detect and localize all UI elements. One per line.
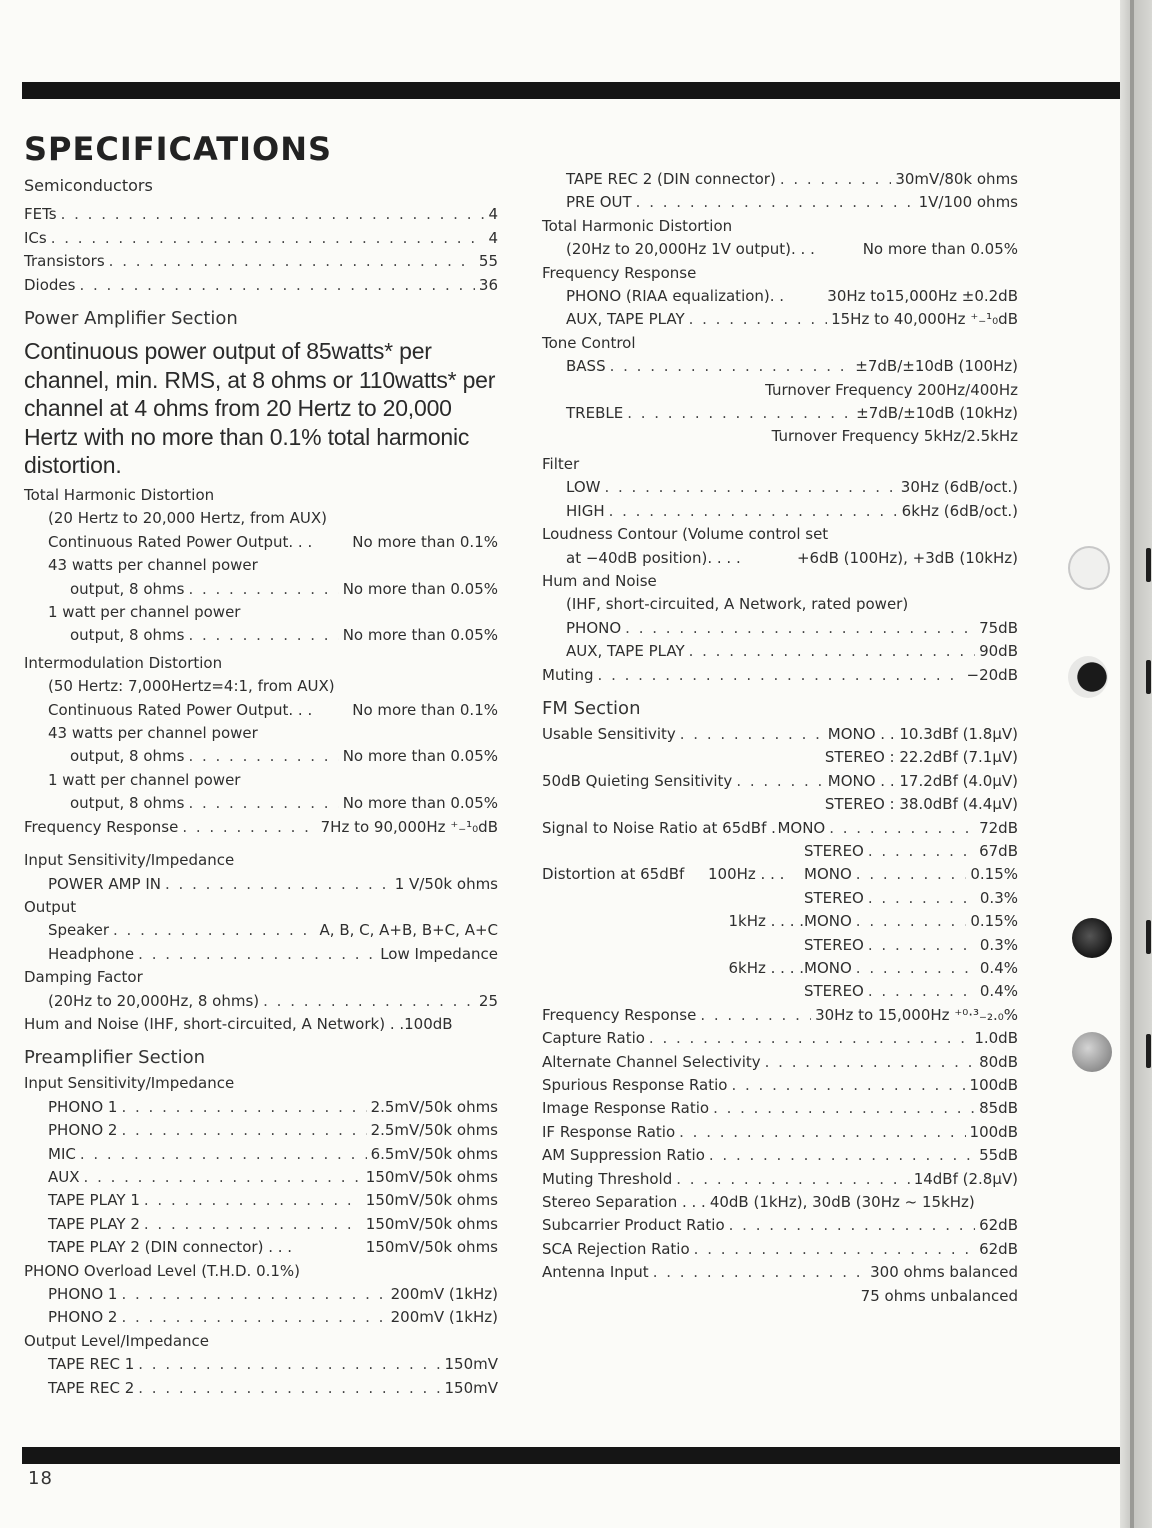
spec-row: PHONO 1 . . . 200mV (1kHz) — [24, 1283, 498, 1306]
spec-row: TAPE PLAY 1 . . . 150mV/50k ohms — [24, 1189, 498, 1212]
fm-heading: FM Section — [542, 697, 641, 719]
spec-row: Alternate Channel Selectivity . . . 80dB — [542, 1051, 1018, 1074]
spec-row: Continuous Rated Power Output. . . No more than 0.1% — [48, 532, 498, 551]
spec-row: Continuous Rated Power Output. . . No more than 0.1% — [48, 700, 498, 719]
spec-row: PHONO (RIAA equalization). . 30Hz to15,000Hz ±0.2dB — [566, 287, 1018, 306]
thd-43w-line: 43 watts per channel power — [48, 556, 258, 575]
imd-label: Intermodulation Distortion — [24, 653, 223, 672]
spec-row: ICs . . . 4 — [24, 227, 498, 250]
spec-row: output, 8 ohms . . . No more than 0.05% — [24, 792, 498, 815]
spec-row: output, 8 ohms . . . No more than 0.05% — [24, 745, 498, 768]
bass-turnover: Turnover Frequency 200Hz/400Hz — [765, 380, 1018, 399]
spec-row: TAPE REC 2 (DIN connector) . . . 30mV/80k ohms — [542, 168, 1018, 191]
tone-control-label: Tone Control — [542, 333, 636, 352]
spec-row: (20Hz to 20,000Hz, 8 ohms) . . . 25 — [24, 990, 498, 1013]
spec-row: 6kHz . . . . MONO . . . 0.4% — [542, 957, 1018, 980]
spec-row: Headphone . . . Low Impedance — [24, 943, 498, 966]
spec-row: PRE OUT . . . 1V/100 ohms — [542, 191, 1018, 214]
right-column — [542, 168, 1018, 1308]
spec-row: Muting . . . −20dB — [542, 664, 1018, 687]
binder-hole-4 — [1072, 1032, 1112, 1072]
imd-43w-line: 43 watts per channel power — [48, 724, 258, 743]
spec-row: Distortion at 65dBf 100Hz . . . MONO . . . 0.15% — [542, 863, 1018, 886]
damping-label: Damping Factor — [24, 968, 143, 987]
page-edge — [1120, 0, 1152, 1528]
binder-hole-2 — [1068, 656, 1108, 698]
hum-noise-line: Hum and Noise (IHF, short-circuited, A Network) . .100dB — [24, 1014, 453, 1033]
left-column — [24, 174, 498, 1400]
overload-label: PHONO Overload Level (T.H.D. 0.1%) — [24, 1261, 301, 1280]
input-sensitivity-label: Input Sensitivity/Impedance — [24, 851, 235, 870]
spec-row: Transistors . . . 55 — [24, 250, 498, 273]
spec-row: output, 8 ohms . . . No more than 0.05% — [24, 578, 498, 601]
spec-row: Signal to Noise Ratio at 65dBf . MONO . . . 72dB — [542, 817, 1018, 840]
spec-row: TAPE REC 1 . . . 150mV — [24, 1353, 498, 1376]
hum-noise-label: Hum and Noise — [542, 571, 657, 590]
spec-row: output, 8 ohms . . . No more than 0.05% — [24, 624, 498, 647]
spec-row: POWER AMP IN . . . 1 V/50k ohms — [24, 873, 498, 896]
thd-label-right: Total Harmonic Distortion — [542, 216, 733, 235]
edge-mark-1 — [1146, 548, 1151, 582]
spec-row: 50dB Quieting Sensitivity . . . MONO . . 17.2dBf (4.0μV) — [542, 770, 1018, 793]
power-amp-heading: Power Amplifier Section — [24, 308, 238, 330]
spec-row: 1kHz . . . . MONO . . . 0.15% — [542, 910, 1018, 933]
output-level-label: Output Level/Impedance — [24, 1331, 210, 1350]
thd-1w-line: 1 watt per channel power — [48, 603, 241, 622]
hum-noise-condition: (IHF, short-circuited, A Network, rated power) — [566, 595, 909, 614]
treble-turnover: Turnover Frequency 5kHz/2.5kHz — [771, 427, 1018, 446]
semiconductors-heading: Semiconductors — [24, 176, 153, 195]
page-title: SPECIFICATIONS — [24, 130, 333, 168]
spec-row: SCA Rejection Ratio . . . 62dB — [542, 1238, 1018, 1261]
imd-condition: (50 Hertz: 7,000Hertz=4:1, from AUX) — [48, 677, 335, 696]
spec-row: LOW . . . 30Hz (6dB/oct.) — [542, 476, 1018, 499]
spec-row: AUX . . . 150mV/50k ohms — [24, 1166, 498, 1189]
spec-row: STEREO . . . 67dB — [542, 840, 1018, 863]
spec-row: Muting Threshold . . . 14dBf (2.8μV) — [542, 1168, 1018, 1191]
spec-row: Stereo Separation . . . 40dB (1kHz), 30dB (30Hz ~ 15kHz) — [542, 1193, 975, 1212]
binder-hole-1 — [1068, 546, 1110, 590]
spec-row: Usable Sensitivity . . . MONO . . 10.3dBf (1.8μV) — [542, 723, 1018, 746]
spec-row: Image Response Ratio . . . 85dB — [542, 1097, 1018, 1120]
freq-label-right: Frequency Response — [542, 263, 697, 282]
top-rule-bar — [22, 82, 1130, 99]
spec-row: TREBLE . . . ±7dB/±10dB (10kHz) — [542, 402, 1018, 425]
spec-row: TAPE PLAY 2 (DIN connector) . . . 150mV/50k ohms — [48, 1238, 498, 1257]
quieting-stereo: STEREO : 38.0dBf (4.4μV) — [824, 795, 1018, 814]
spec-row: Capture Ratio . . . 1.0dB — [542, 1027, 1018, 1050]
spec-row: Subcarrier Product Ratio . . . 62dB — [542, 1214, 1018, 1237]
filter-label: Filter — [542, 454, 580, 473]
spec-row: PHONO 2 . . . 2.5mV/50k ohms — [24, 1119, 498, 1142]
spec-row: AM Suppression Ratio . . . 55dB — [542, 1144, 1018, 1167]
spec-row: Frequency Response . . . 30Hz to 15,000Hz ⁺⁰·³₋₂.₀% — [542, 1004, 1018, 1027]
edge-mark-3 — [1146, 920, 1151, 954]
binder-hole-3 — [1072, 918, 1112, 958]
spec-row: Spurious Response Ratio . . . 100dB — [542, 1074, 1018, 1097]
preamp-heading: Preamplifier Section — [24, 1047, 206, 1069]
spec-row: IF Response Ratio . . . 100dB — [542, 1121, 1018, 1144]
spec-row: (20Hz to 20,000Hz 1V output). . . No more than 0.05% — [566, 240, 1018, 259]
spec-row: AUX, TAPE PLAY . . . 15Hz to 40,000Hz ⁺₋¹₀dB — [542, 308, 1018, 331]
thd-condition: (20 Hertz to 20,000 Hertz, from AUX) — [48, 509, 327, 528]
spec-row: TAPE REC 2 . . . 150mV — [24, 1377, 498, 1400]
power-statement: Continuous power output of 85watts* per channel, min. RMS, at 8 ohms or 110watts* per channel at 4 ohms from 20 Hertz to 20,000 Hertz with no more than 0.1% total harmonic distortion. — [24, 338, 496, 479]
page-number: 18 — [28, 1468, 53, 1489]
antenna-unbalanced: 75 ohms unbalanced — [860, 1286, 1018, 1305]
spec-row: PHONO 2 . . . 200mV (1kHz) — [24, 1306, 498, 1329]
edge-mark-4 — [1146, 1034, 1151, 1068]
output-label: Output — [24, 897, 77, 916]
spec-row: BASS . . . ±7dB/±10dB (100Hz) — [542, 355, 1018, 378]
spec-row: AUX, TAPE PLAY . . . 90dB — [542, 640, 1018, 663]
spec-row: Antenna Input . . . 300 ohms balanced — [542, 1261, 1018, 1284]
spec-row: PHONO . . . 75dB — [542, 617, 1018, 640]
spec-row: Speaker . . . A, B, C, A+B, B+C, A+C — [24, 919, 498, 942]
thd-label: Total Harmonic Distortion — [24, 486, 215, 504]
spec-row: at −40dB position). . . . +6dB (100Hz), +3dB (10kHz) — [566, 548, 1018, 567]
edge-mark-2 — [1146, 660, 1151, 694]
spec-row: Frequency Response . . . 7Hz to 90,000Hz ⁺₋¹₀dB — [24, 816, 498, 839]
spec-row: MIC . . . 6.5mV/50k ohms — [24, 1143, 498, 1166]
spec-row: PHONO 1 . . . 2.5mV/50k ohms — [24, 1096, 498, 1119]
imd-1w-line: 1 watt per channel power — [48, 770, 241, 789]
spec-row: FETs . . . 4 — [24, 203, 498, 226]
spec-row: Diodes . . . 36 — [24, 274, 498, 297]
spec-row: TAPE PLAY 2 . . . 150mV/50k ohms — [24, 1213, 498, 1236]
bottom-rule-bar — [22, 1447, 1130, 1464]
loudness-label: Loudness Contour (Volume control set — [542, 525, 829, 544]
spec-row: STEREO . . . 0.3% — [542, 934, 1018, 957]
spec-row: STEREO . . . 0.3% — [542, 887, 1018, 910]
preamp-input-label: Input Sensitivity/Impedance — [24, 1074, 235, 1093]
spec-row: HIGH . . . 6kHz (6dB/oct.) — [542, 500, 1018, 523]
spec-row: STEREO . . . 0.4% — [542, 980, 1018, 1003]
usable-stereo: STEREO : 22.2dBf (7.1μV) — [824, 748, 1018, 767]
